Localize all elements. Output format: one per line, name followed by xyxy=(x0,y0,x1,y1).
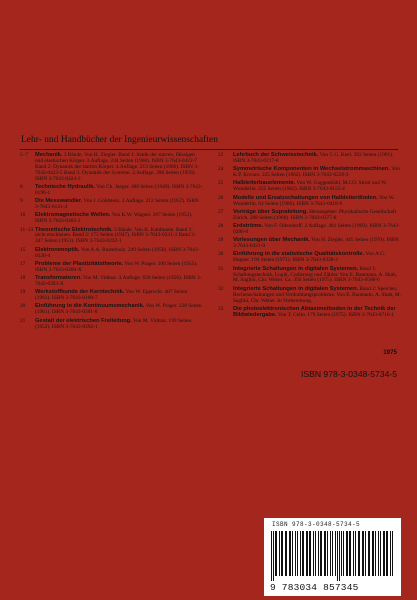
book-title: Einführung in die Kontinuumsmechanik. xyxy=(35,303,145,310)
book-description xyxy=(233,307,401,319)
book-entry xyxy=(218,167,401,179)
book-description xyxy=(233,238,401,250)
book-description xyxy=(35,304,203,316)
book-details: Von W. Epprecht. 407 Seiten (1961). ISBN 3-7643-0100-7 xyxy=(35,289,188,302)
book-entry xyxy=(20,319,203,331)
volume-number: 29 xyxy=(218,237,224,244)
book-description xyxy=(35,262,203,274)
book-entry xyxy=(218,153,401,165)
book-details: Von W. Wunderlin. 64 Seiten (1966). ISBN 3-7643-0418-9 xyxy=(233,194,395,207)
book-description xyxy=(233,181,401,193)
book-details: 3 Bände. Von K. Kuhlmann. Band 1: nicht erschienen. Band 2: 173 Seiten (1947). ISBN 3-7643-0231-3 Band 3: 347 Seiten (1951). ISBN 3-7643-0232-1 xyxy=(35,226,196,245)
book-title: Vorlesungen über Mechanik. xyxy=(233,237,311,244)
book-details: Von F. Ollendorff. 2.Auflage. 481 Seiten (1969). ISBN 3-7643-0286-0 xyxy=(233,223,400,235)
book-entry xyxy=(218,238,401,250)
book-description xyxy=(233,224,401,236)
publication-year: 1975 xyxy=(383,349,397,356)
book-entry xyxy=(20,185,203,197)
book-description xyxy=(35,319,203,331)
volume-number: 19 xyxy=(20,289,26,296)
book-entry xyxy=(218,307,401,319)
book-details: Von H. Ziegler. 445 Seiten (1970). ISBN 3-7643-0421-9 xyxy=(233,237,399,250)
volume-number: 17 xyxy=(20,260,26,267)
book-title: Probleme der Plastizitätstheorie. xyxy=(35,260,124,267)
volume-number: 8 xyxy=(20,183,23,190)
book-description xyxy=(35,185,203,197)
book-entry xyxy=(218,181,401,193)
book-description xyxy=(233,287,401,305)
volume-number: 30 xyxy=(218,251,224,258)
volume-number: 21 xyxy=(20,317,26,324)
left-book-list xyxy=(20,153,203,333)
book-details: Von K.P. Kovacs. 225 Seiten (1962). ISBN 3-7643-0228-3 xyxy=(233,166,400,179)
book-title: Einführung in die statistische Qualitätskontrolle. xyxy=(233,251,365,258)
book-entry xyxy=(218,196,401,208)
volume-number: 22 xyxy=(218,152,224,158)
book-title: Integrierte Schaltungen in digitalen Systemen. xyxy=(233,265,359,272)
book-description xyxy=(233,196,401,208)
book-details: Band 1: Schaltungstechnik, Logik, Codierung und Zähler. Von E. Baumann, A. Shah, M. Saglini, Chr. Weber. Ca. 350 Seiten (1975). ISBN 3-7643-0588-6 xyxy=(233,265,397,284)
book-description xyxy=(35,290,203,302)
book-title: Modelle und Ersatzschaltungen von Halbleiterdioden. xyxy=(233,194,378,201)
book-title: Erdströme. xyxy=(233,223,264,230)
book-details: Von T. Celio. 179 Seiten (1975). ISBN 3-7643-0716-1 xyxy=(277,311,394,318)
volume-number: 33 xyxy=(218,305,224,312)
volume-number: 25 xyxy=(218,180,224,187)
book-entry xyxy=(218,252,401,264)
book-title: Mechanik. xyxy=(35,152,63,158)
book-details: Von W. Prager. 100 Seiten (1955). ISBN 3-7643-0300-X xyxy=(35,260,198,273)
book-entry xyxy=(218,287,401,305)
book-title: Transformatoren. xyxy=(35,275,82,282)
book-description xyxy=(233,153,401,165)
book-title: Theoretische Elektrotechnik. xyxy=(35,226,113,233)
book-description xyxy=(35,276,203,288)
book-title: Symmetrische Komponenten in Wechselstrommaschinen. xyxy=(233,166,390,173)
book-entry xyxy=(218,267,401,285)
volume-number: 9 xyxy=(20,198,23,205)
book-title: Technische Hydraulik. xyxy=(35,183,95,190)
book-title: Vorträge über Supraleitung. xyxy=(233,208,308,215)
book-entry xyxy=(20,213,203,225)
volume-number: 10 xyxy=(20,212,26,219)
volume-number: 20 xyxy=(20,303,26,310)
book-title: Halbleiterbauelemente. xyxy=(233,180,296,187)
barcode-icon xyxy=(270,531,395,581)
volume-number: 11–13 xyxy=(20,226,34,233)
book-details: Von A.G. Hopper. 194 Seiten (1971). ISBN 3-7643-0328-2 xyxy=(233,251,386,264)
barcode-isbn-label: ISBN 978-3-0348-5734-5 xyxy=(272,521,361,528)
book-details: Von C.G. Keel. 392 Seiten (1961). ISBN 3-7643-0217-8 xyxy=(233,152,394,164)
book-details: Von W. Guggenbühl, M.J.O. Strutt und W. Wunderlin. 255 Seiten (1962). ISBN 3-7643-0155-4 xyxy=(233,180,387,193)
book-description xyxy=(233,210,401,222)
book-title: Die Messwandler. xyxy=(35,198,83,205)
book-details: 3 Bände. Von H. Ziegler. Band 1: Statik der starren, flüssigen und elastischen Körper. 3.Auflage. 244 Seiten (1968). ISBN 3-7643-0422-7 Band 2: Dynamik der starren Körper. 4.Auflage. 213 Seiten (1966). ISBN 3-7643-0423-5 Band 3: Dynamik der Systeme. 2.Auflage. 396 Seiten (1956). ISBN 3-7643-0424-3 xyxy=(35,152,199,182)
book-description xyxy=(233,167,401,179)
book-entry xyxy=(20,290,203,302)
barcode-digits: 9 783034 857345 xyxy=(270,582,359,593)
book-details: Von K.W. Wagner. 267 Seiten (1953). ISBN 3-7643-0402-2 xyxy=(35,212,193,225)
book-description xyxy=(35,213,203,225)
isbn-text: ISBN 978-3-0348-5734-5 xyxy=(300,369,397,379)
series-title: Lehr- und Handbücher der Ingenieurwissenschaften xyxy=(21,135,218,145)
book-title: Die photoelektronischen Abtastmethoden in der Technik der Bildwiedergabe. xyxy=(233,305,396,318)
book-details: Herausgeber: Physikalische Gesellschaft Zürich. 208 Seiten (1968). ISBN 3-7643-0377-8 xyxy=(233,208,397,221)
volume-number: 28 xyxy=(218,223,224,230)
book-entry xyxy=(20,199,203,211)
volume-number: 31 xyxy=(218,265,224,272)
book-title: Lehrbuch der Schweisstechnik. xyxy=(233,152,319,158)
book-details: Von A.A. Rusterholz. 249 Seiten (1950). ISBN 3-7643-0320-4 xyxy=(35,246,200,259)
book-entry xyxy=(20,276,203,288)
volume-number: 27 xyxy=(218,208,224,215)
book-description xyxy=(35,228,203,246)
book-entry xyxy=(20,304,203,316)
book-details: Von M. Vidmar. 3.Auflage. 630 Seiten (1956). ISBN 3-7643-0393-X xyxy=(35,275,202,287)
book-entry xyxy=(218,210,401,222)
book-entry xyxy=(20,248,203,260)
volume-number: 5–7 xyxy=(20,152,29,158)
book-description xyxy=(35,153,203,183)
volume-number: 32 xyxy=(218,285,224,292)
book-entry xyxy=(20,153,203,183)
barcode-panel xyxy=(264,518,401,596)
book-details: Band 2: Speicher, Rechenschaltungen und Verdrahtungsprobleme. Von E. Baumann, A. Shah, M. Saglini, Chr. Weber. In Vorbereitung. xyxy=(233,285,402,304)
book-details: Von J. Goldstein. 2.Auflage. 212 Seiten (1952). ISBN 3-7643-0141-4 xyxy=(35,198,199,211)
book-entry xyxy=(218,224,401,236)
volume-number: 18 xyxy=(20,275,26,282)
book-details: Von M. Vidmar. 199 Seiten (1952). ISBN 3-7643-0392-1 xyxy=(35,317,192,330)
book-entry xyxy=(20,262,203,274)
book-details: Von W. Prager. 228 Seiten (1961). ISBN 3-7643-0301-8 xyxy=(35,303,202,316)
book-details: Von Ch. Jaeger. 480 Seiten (1949). ISBN 3-7643-0196-1 xyxy=(35,183,203,196)
book-entry xyxy=(20,228,203,246)
book-description xyxy=(233,267,401,285)
book-title: Werkstoffkunde der Kerntechnik. xyxy=(35,289,125,296)
book-title: Elektromagnetische Wellen. xyxy=(35,212,111,219)
volume-number: 26 xyxy=(218,194,224,201)
book-description xyxy=(35,199,203,211)
volume-number: 15 xyxy=(20,246,26,253)
volume-number: 24 xyxy=(218,166,224,173)
book-title: Integrierte Schaltungen in digitalen Systemen. xyxy=(233,285,359,292)
book-title: Elektronenoptik. xyxy=(35,246,80,253)
book-title: Gestalt der elektrischen Freileitung. xyxy=(35,317,132,324)
book-description xyxy=(35,248,203,260)
book-description xyxy=(233,252,401,264)
right-book-list xyxy=(218,153,401,321)
title-rule xyxy=(20,149,398,150)
